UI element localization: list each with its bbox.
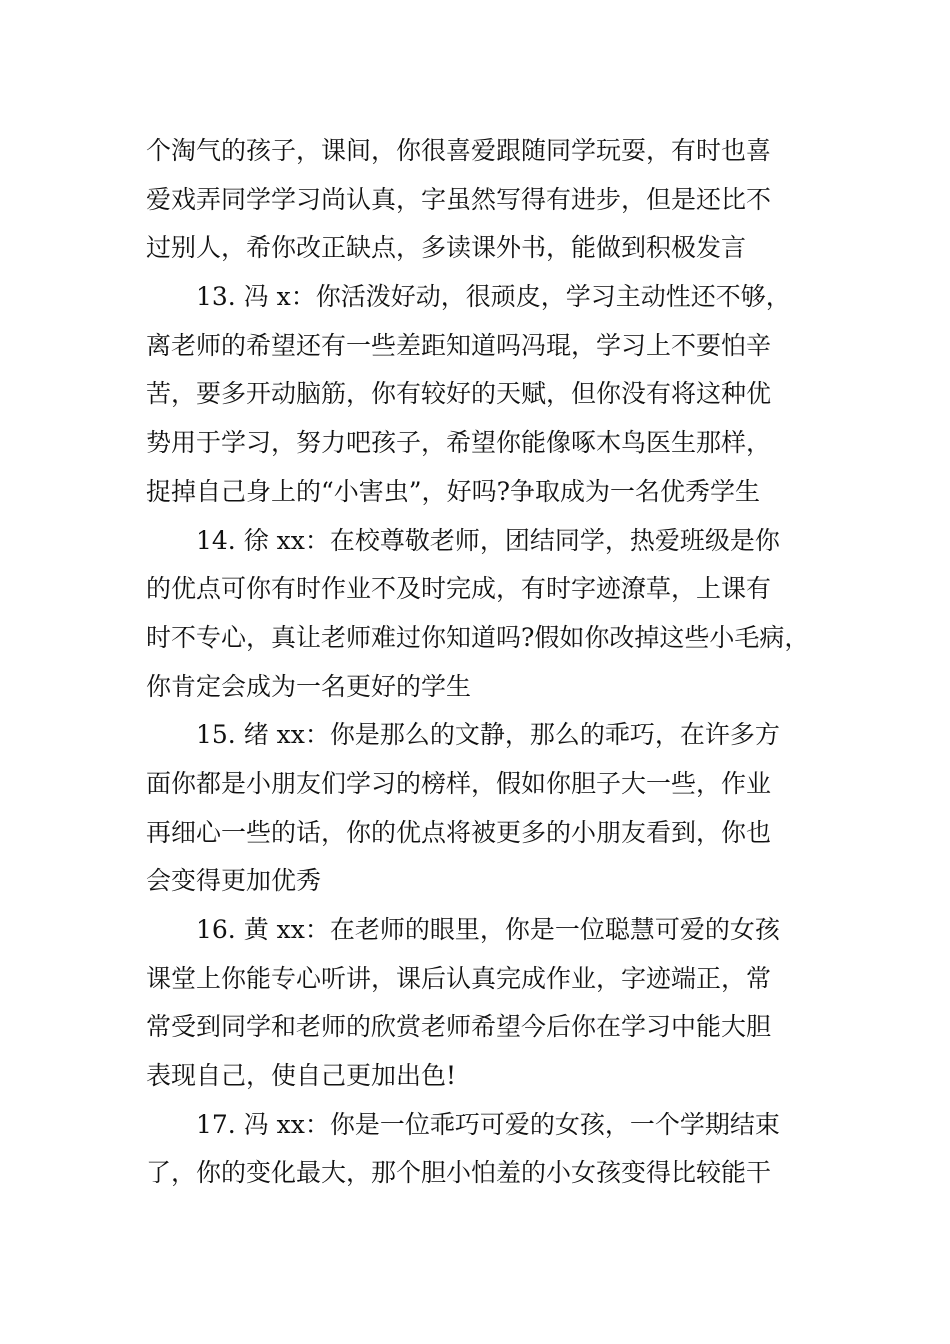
text-line: 常受到同学和老师的欣赏老师希望今后你在学习中能大胆 <box>146 1012 772 1042</box>
text-line: 爱戏弄同学学习尚认真，字虽然写得有进步，但是还比不 <box>146 184 772 214</box>
text-line: 面你都是小朋友们学习的榜样，假如你胆子大一些，作业 <box>146 768 772 798</box>
text-line: 课堂上你能专心听讲，课后认真完成作业，字迹端正，常 <box>146 963 772 993</box>
text-line: 会变得更加优秀 <box>146 866 322 896</box>
text-line: 离老师的希望还有一些差距知道吗冯琨，学习上不要怕辛 <box>146 330 772 360</box>
text-line: 时不专心，真让老师难过你知道吗?假如你改掉这些小毛病， <box>146 622 810 652</box>
comment-15-heading: 15. 绪 xx：你是那么的文静，那么的乖巧，在许多方 <box>196 720 780 750</box>
text-line: 苦，要多开动脑筋，你有较好的天赋，但你没有将这种优 <box>146 379 772 409</box>
text-line: 你肯定会成为一名更好的学生 <box>146 671 472 701</box>
text-line: 势用于学习，努力吧孩子，希望你能像啄木鸟医生那样， <box>146 428 772 458</box>
text-line: 再细心一些的话，你的优点将被更多的小朋友看到，你也 <box>146 817 772 847</box>
text-line: 了，你的变化最大，那个胆小怕羞的小女孩变得比较能干 <box>146 1158 772 1188</box>
text-line: 捉掉自己身上的“小害虫”，好吗?争取成为一名优秀学生 <box>146 476 760 506</box>
text-line: 的优点可你有时作业不及时完成，有时字迹潦草，上课有 <box>146 574 772 604</box>
comment-16-heading: 16. 黄 xx：在老师的眼里，你是一位聪慧可爱的女孩 <box>196 915 780 944</box>
text-line: 表现自己，使自己更加出色! <box>146 1061 457 1091</box>
text-line: 过别人，希你改正缺点，多读课外书，能做到积极发言 <box>146 233 747 263</box>
text-line: 个淘气的孩子，课间，你很喜爱跟随同学玩耍，有时也喜 <box>146 136 772 165</box>
comment-13-heading: 13. 冯 x：你活泼好动，很顽皮，学习主动性还不够， <box>196 282 791 312</box>
comment-14-heading: 14. 徐 xx：在校尊敬老师，团结同学，热爱班级是你 <box>196 525 780 555</box>
comment-17-heading: 17. 冯 xx：你是一位乖巧可爱的女孩，一个学期结束 <box>196 1109 780 1139</box>
body-text <box>146 127 811 1198</box>
